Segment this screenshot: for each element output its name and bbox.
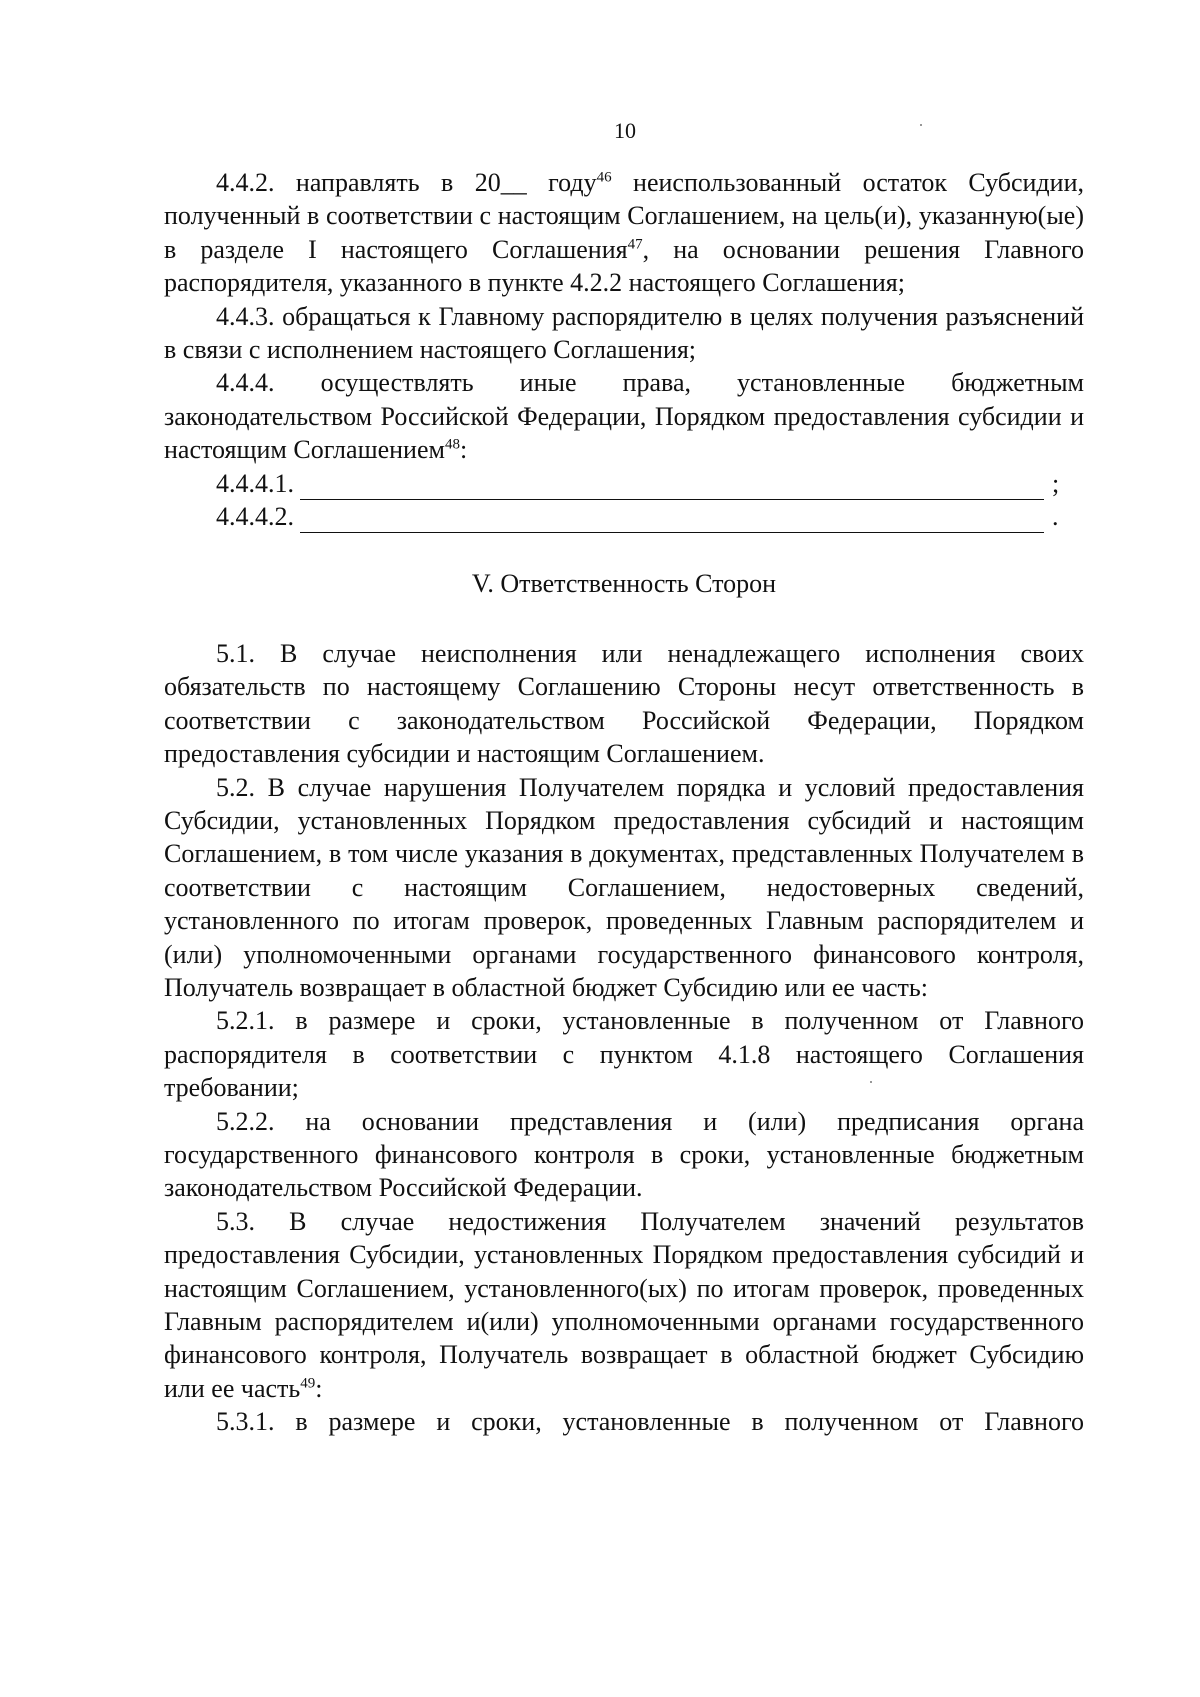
blank-underline [300, 475, 1044, 500]
paragraph-text: : [315, 1373, 323, 1403]
fill-line-end: ; [1052, 468, 1060, 498]
paragraph-text: , на основании решения Главного распорядителя, указанного в пункте 4.2.2 настоящего Соглашения; [164, 234, 1084, 298]
scan-speck [920, 124, 922, 126]
fill-line-4-4-4-2 [164, 500, 1084, 533]
section-heading: V. Ответственность Сторон [471, 569, 777, 599]
footnote-ref: 46 [596, 169, 612, 186]
paragraph-5-3-1 [164, 1405, 1084, 1438]
paragraphs-after [164, 637, 1084, 1439]
paragraph-text: 5.3. В случае недостижения Получателем значений результатов предоставления Субсидии, установленных Порядком предоставления субсидий и настоящим Соглашением, установленного(ых) по итогам проверок, проведенных Главным распорядителем и(или) уполномоченными органами государственного финансового контроля, Получатель возвращает в областной бюджет Субсидию или ее часть [164, 1206, 1084, 1403]
paragraph-5-2-2 [164, 1105, 1084, 1205]
paragraph-5-2-1 [164, 1004, 1084, 1104]
paragraph-5-3 [164, 1205, 1084, 1405]
paragraphs-before [164, 166, 1084, 467]
fill-line-4-4-4-1 [164, 467, 1084, 500]
paragraph-text: 5.2.2. на основании представления и (или) предписания органа государственного финансового контроля в сроки, установленные бюджетным законодательством Российской Федерации. [164, 1106, 1084, 1203]
document-body [164, 166, 1084, 1439]
paragraph-4-4-2 [164, 166, 1084, 300]
paragraph-5-2 [164, 771, 1084, 1005]
footnote-ref: 47 [627, 236, 643, 253]
paragraph-4-4-3 [164, 300, 1084, 367]
paragraph-text: 5.2. В случае нарушения Получателем порядка и условий предоставления Субсидии, установленных Порядком предоставления субсидий и настоящим Соглашением, в том числе указания в документах, представленных Получателем в соответствии с настоящим Соглашением, недостоверных сведений, установленного по итогам проверок, проведенных Главным распорядителем и (или) уполномоченными органами государственного финансового контроля, Получатель возвращает в областной бюджет Субсидию или ее часть: [164, 772, 1084, 1002]
blank-underline [300, 508, 1044, 533]
page-number: 10 [614, 118, 636, 143]
paragraph-text: : [459, 435, 468, 465]
fill-line-number: 4.4.4.2. [216, 502, 294, 532]
paragraph-5-1 [164, 637, 1084, 771]
scan-speck [870, 1081, 872, 1083]
paragraph-text: 4.4.2. направлять в 20__ году [216, 168, 597, 197]
fill-line-end: . [1052, 502, 1059, 532]
footnote-ref: 48 [444, 436, 460, 453]
paragraph-text: неиспользованный остаток Субсидии, полученный в соответствии с настоящим Соглашением, на цель(и), указанную(ые) в разделе I настоящего Соглашения [164, 168, 1084, 264]
paragraph-4-4-4 [164, 366, 1084, 466]
footnote-ref: 49 [300, 1375, 316, 1392]
paragraph-text: 4.4.3. обращаться к Главному распорядителю в целях получения разъяснений в связи с исполнением настоящего Соглашения; [164, 301, 1084, 365]
paragraph-text: 4.4.4. осуществлять иные права, установленные бюджетным законодательством Российской Федерации, Порядком предоставления субсидии и настоящим Соглашением [164, 368, 1084, 465]
paragraph-text: 5.3.1. в размере и сроки, установленные в полученном от Главного [216, 1407, 1084, 1437]
fill-line-number: 4.4.4.1. [216, 468, 294, 498]
paragraph-text: 5.2.1. в размере и сроки, установленные в полученном от Главного распорядителя в соответствии с пунктом 4.1.8 настоящего Соглашения требовании; [164, 1006, 1084, 1103]
paragraph-text: 5.1. В случае неисполнения или ненадлежащего исполнения своих обязательств по настоящему Соглашению Стороны несут ответственность в соответствии с законодательством Российской Федерации, Порядком предоставления субсидии и настоящим Соглашением. [164, 638, 1084, 769]
